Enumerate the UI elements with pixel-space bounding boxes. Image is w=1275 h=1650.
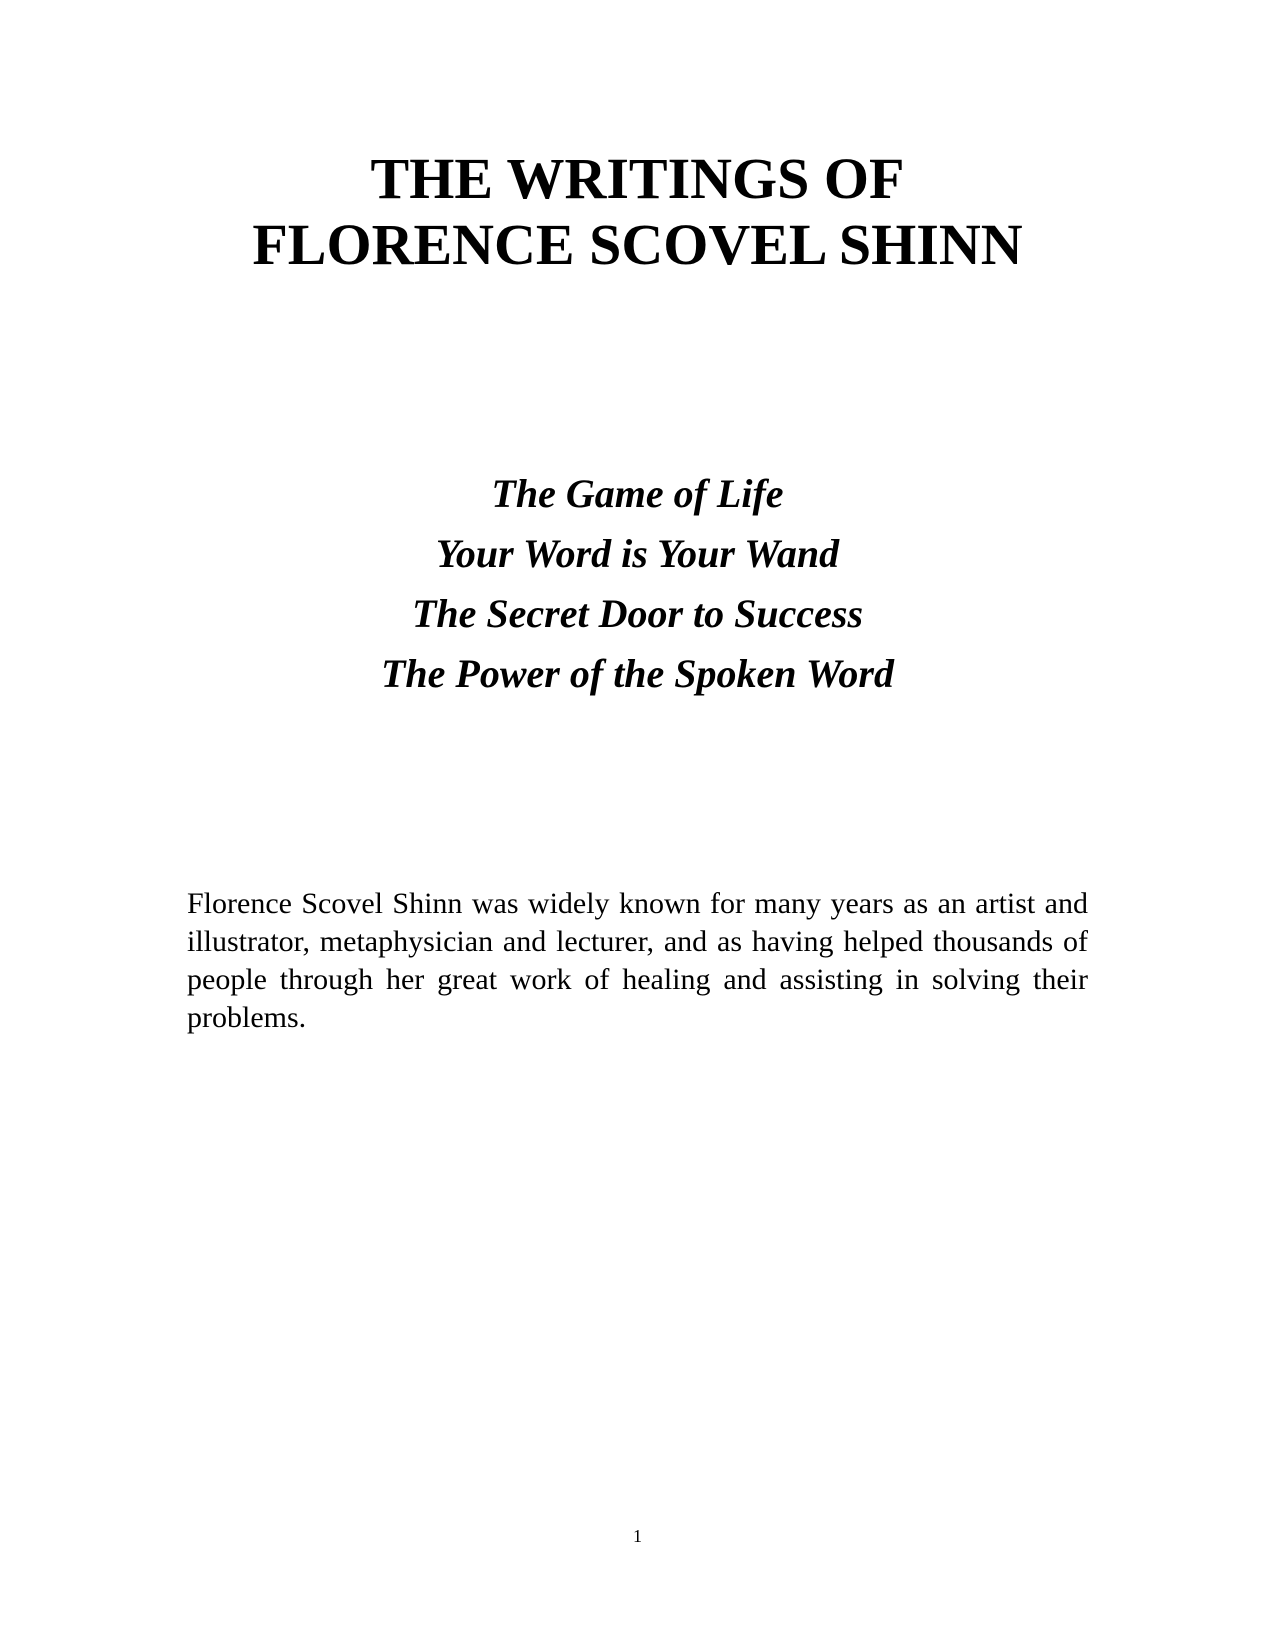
title-line-1: THE WRITINGS OF (370, 146, 905, 211)
document-title (0, 146, 1275, 278)
book-titles-list (0, 464, 1275, 704)
book-title-secret-door: The Secret Door to Success (411, 591, 864, 636)
book-title-spoken-word: The Power of the Spoken Word (381, 651, 894, 696)
author-bio-paragraph: Florence Scovel Shinn was widely known for many years as an artist and illustrator, metaphysician and lecturer, and as having helped thousands of people through her great work of healing and assisting in solving their problems. (187, 887, 1088, 1034)
title-line-2: FLORENCE SCOVEL SHINN (252, 212, 1023, 277)
book-title-game-of-life: The Game of Life (491, 471, 784, 516)
book-title-word-is-wand: Your Word is Your Wand (435, 531, 840, 576)
page-number: 1 (633, 1526, 642, 1546)
